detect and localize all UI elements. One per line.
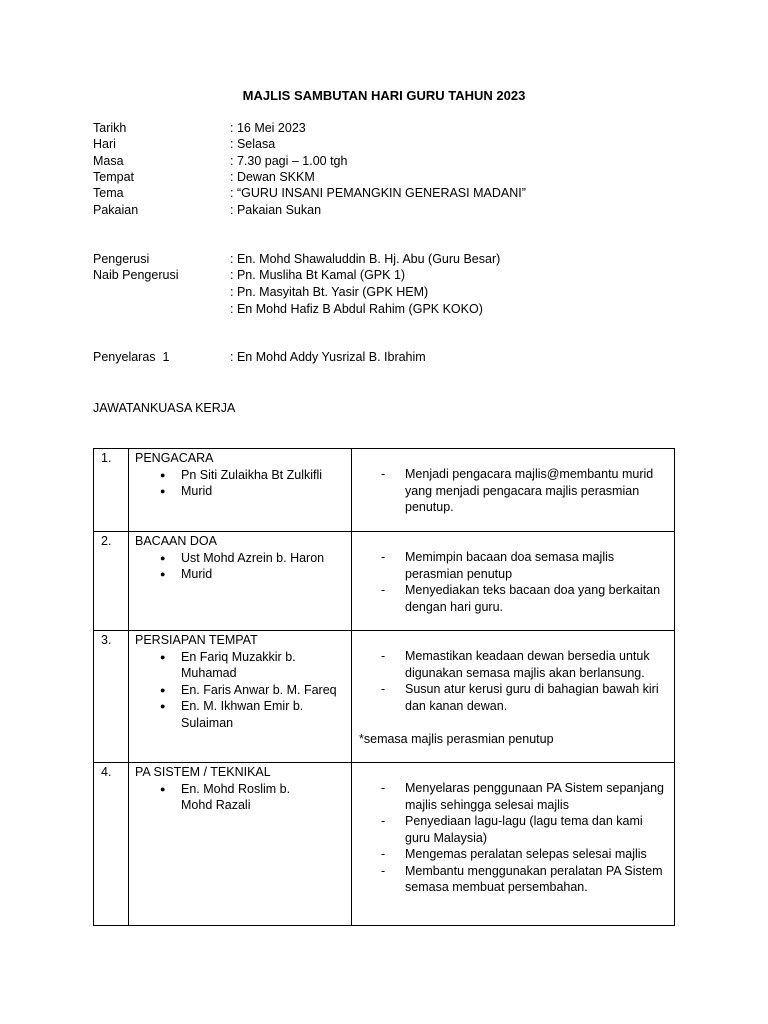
committee-row-naib-3 [93, 301, 713, 318]
committee-value: : En. Mohd Shawaluddin B. Hj. Abu (Guru Besar) [230, 252, 501, 266]
info-value: : Dewan SKKM [230, 170, 315, 184]
people-cell [129, 631, 352, 763]
coordinator-label: Penyelaras 1 [93, 350, 170, 364]
row-number-cell [94, 631, 129, 763]
task-note: *semasa majlis perasmian penutup [359, 732, 554, 746]
people-cell [129, 763, 352, 926]
info-label: Masa [93, 154, 124, 168]
info-label: Tema [93, 186, 124, 200]
list-item: ● Murid [181, 483, 351, 500]
list-item: - Memimpin bacaan doa semasa majlis perasmian penutup [405, 549, 666, 582]
committee-label: Naib Pengerusi [93, 268, 179, 282]
committee-value: : En Mohd Hafiz B Abdul Rahim (GPK KOKO) [230, 302, 483, 316]
committee-label: Pengerusi [93, 252, 150, 266]
committee-row-naib-pengerusi [93, 267, 713, 284]
people-cell [129, 532, 352, 631]
coordinator-row [93, 349, 713, 366]
section-heading: JAWATANKUASA KERJA [93, 401, 236, 415]
people-list [129, 550, 351, 583]
row-number-cell [94, 532, 129, 631]
people-list [129, 649, 351, 732]
task-list [352, 780, 674, 896]
list-item: - Memastikan keadaan dewan bersedia untuk digunakan semasa majlis akan berlansung. [405, 648, 666, 681]
list-item: - Susun atur kerusi guru di bahagian bawah kiri dan kanan dewan. [405, 681, 666, 714]
list-item: - Penyediaan lagu-lagu (lagu tema dan kami guru Malaysia) [405, 813, 666, 846]
info-row-masa [93, 153, 713, 170]
row-number-cell [94, 763, 129, 926]
list-item: - Membantu menggunakan peralatan PA Sistem semasa membuat persembahan. [405, 863, 666, 896]
table-row [94, 449, 675, 532]
people-list [129, 781, 351, 814]
info-row-tarikh [93, 120, 713, 137]
info-label: Hari [93, 137, 116, 151]
people-list [129, 467, 351, 500]
info-row-pakaian [93, 202, 713, 219]
info-row-tempat [93, 169, 713, 186]
row-number-cell [94, 449, 129, 532]
committee-row-pengerusi [93, 251, 713, 268]
row-number: 1. [101, 451, 112, 465]
document-title: MAJLIS SAMBUTAN HARI GURU TAHUN 2023 [242, 88, 526, 103]
info-value: : Pakaian Sukan [230, 203, 322, 217]
task-list [352, 466, 674, 516]
tasks-cell [352, 449, 675, 532]
info-label: Pakaian [93, 203, 139, 217]
category-label: PERSIAPAN TEMPAT [135, 633, 258, 647]
row-number: 2. [101, 534, 112, 548]
committee-value: : Pn. Masyitah Bt. Yasir (GPK HEM) [230, 285, 429, 299]
list-item: - Menjadi pengacara majlis@membantu murid yang menjadi pengacara majlis perasmian penutup. [405, 466, 666, 516]
category-label: PA SISTEM / TEKNIKAL [135, 765, 271, 779]
category-label: BACAAN DOA [135, 534, 217, 548]
list-item: - Menyelaras penggunaan PA Sistem sepanjang majlis sehingga selesai majlis [405, 780, 666, 813]
task-list [352, 549, 674, 615]
info-label: Tempat [93, 170, 134, 184]
table-row [94, 532, 675, 631]
row-number: 3. [101, 633, 112, 647]
tasks-cell [352, 532, 675, 631]
tasks-cell [352, 763, 675, 926]
list-item: - Mengemas peralatan selepas selesai majlis [405, 846, 666, 863]
list-item: ● En. M. Ikhwan Emir b. Sulaiman [181, 698, 343, 731]
committee-row-naib-2 [93, 284, 713, 301]
info-label: Tarikh [93, 121, 127, 135]
row-number: 4. [101, 765, 112, 779]
info-value: : 16 Mei 2023 [230, 121, 306, 135]
list-item: ● Ust Mohd Azrein b. Haron [181, 550, 351, 567]
people-cell [129, 449, 352, 532]
committee-value: : Pn. Musliha Bt Kamal (GPK 1) [230, 268, 406, 282]
info-value: : Selasa [230, 137, 276, 151]
task-list [352, 648, 674, 714]
coordinator-value: : En Mohd Addy Yusrizal B. Ibrahim [230, 350, 426, 364]
info-value: : 7.30 pagi – 1.00 tgh [230, 154, 348, 168]
info-value: : “GURU INSANI PEMANGKIN GENERASI MADANI” [230, 186, 526, 200]
info-row-hari [93, 136, 713, 153]
list-item: ● Pn Siti Zulaikha Bt Zulkifli [181, 467, 351, 484]
tasks-cell [352, 631, 675, 763]
list-item: ● Murid [181, 566, 351, 583]
info-row-tema [93, 185, 713, 202]
list-item: ● En Fariq Muzakkir b. Muhamad [181, 649, 343, 682]
list-item: ● En. Mohd Roslim b. Mohd Razali [181, 781, 311, 814]
table-row [94, 631, 675, 763]
list-item: ● En. Faris Anwar b. M. Fareq [181, 682, 343, 699]
table-row [94, 763, 675, 926]
category-label: PENGACARA [135, 451, 214, 465]
list-item: - Menyediakan teks bacaan doa yang berkaitan dengan hari guru. [405, 582, 666, 615]
work-committee-table [93, 448, 675, 926]
